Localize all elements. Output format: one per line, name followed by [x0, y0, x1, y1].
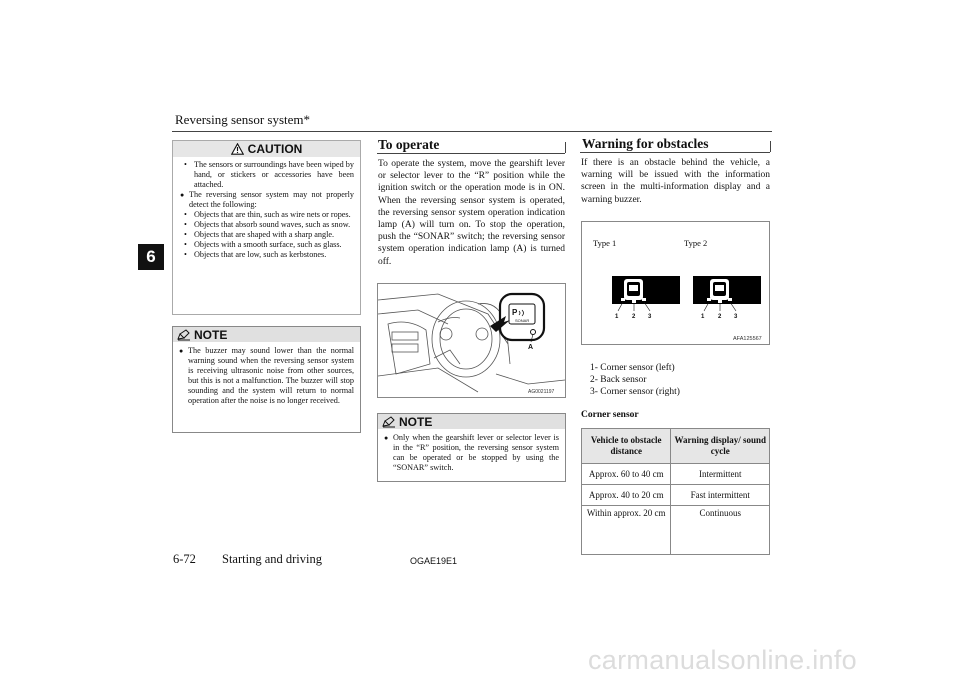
caution-sub-item: • Objects with a smooth surface, such as glass. [184, 240, 342, 249]
legend-item: 1- Corner sensor (left) [590, 363, 675, 373]
legend-item: 3- Corner sensor (right) [590, 387, 680, 398]
type2-label: Type 2 [684, 238, 708, 248]
dashboard-illustration [378, 284, 565, 397]
column-header: Warning display/ sound cycle [671, 429, 770, 464]
note-header [378, 414, 565, 429]
figure-code: AFA125567 [733, 336, 762, 342]
display-illustration [582, 222, 769, 344]
table-cell: Intermittent [671, 464, 770, 485]
section-heading-warning: Warning for obstacles [582, 136, 709, 151]
heading-rule [565, 142, 566, 153]
note-box [172, 326, 361, 433]
pencil-note-icon [382, 416, 396, 428]
heading-rule [377, 153, 565, 154]
warning-text: If there is an obstacle behind the vehicle, a warning will be issued with the information screen in the multi-information display and a warning buzzer. [581, 158, 770, 205]
sonar-switch-label: SONAR [515, 318, 530, 323]
table-cell: Approx. 40 to 20 cm [582, 485, 671, 506]
table-cell: Approx. 60 to 40 cm [582, 464, 671, 485]
table-row [582, 464, 770, 485]
dashboard-figure [377, 283, 566, 398]
callout-3: 3 [648, 314, 652, 320]
figure-code: AG0021197 [528, 389, 555, 395]
svg-text:P: P [512, 308, 518, 317]
section-heading-to-operate: To operate [378, 137, 440, 152]
corner-sensor-table [581, 428, 770, 555]
note-item: ● Only when the gearshift lever or selector lever is in the “R” position, the reversing sensor system can be operated or be stopped by using the “SONAR” switch. [384, 433, 559, 472]
note-label: NOTE [194, 327, 228, 342]
type1-label: Type 1 [593, 238, 617, 248]
header-rule [172, 131, 772, 132]
column-header: Vehicle to obstacle distance [582, 429, 671, 464]
page-number: 6-72 [173, 552, 196, 566]
caution-header [173, 141, 360, 157]
table-cell: Fast intermittent [671, 485, 770, 506]
type2-display [693, 276, 761, 304]
caution-item: ● The reversing sensor system may not properly detect the following: [180, 190, 354, 209]
display-figure [581, 221, 770, 345]
to-operate-text: To operate the system, move the gearshift lever or selector lever to the “R” position while the ignition switch or the operation mode is in ON. When the reversing sensor system is operated, the reversing sensor system operation indication lamp (A) will turn on. To stop the operation, push the “SONAR” switch; the reversing sensor system operation indication lamp (A) is turned off. [378, 159, 565, 267]
callout-1: 1 [615, 314, 619, 320]
callout-2: 2 [718, 314, 722, 320]
note-label: NOTE [399, 414, 433, 429]
heading-rule [580, 152, 770, 153]
callout-3: 3 [734, 314, 738, 320]
page-header-title: Reversing sensor system* [175, 112, 311, 127]
note-item: ● The buzzer may sound lower than the normal warning sound when the reversing sensor system is receiving ultrasonic noise from other sources, but this is not a malfunction. The buzzer will stop sounding and the system will return to normal operation after the noise is no longer received. [179, 346, 354, 405]
caution-sub-item: • Objects that are low, such as kerbstones. [184, 250, 327, 259]
sensor-legend [590, 362, 680, 399]
watermark: carmanualsonline.info [588, 645, 857, 675]
caution-item: • The sensors or surroundings have been wiped by hand, or stickers or accessories have been attached. [184, 160, 354, 189]
note-header [173, 327, 360, 342]
caution-sub-item: • Objects that absorb sound waves, such as snow. [184, 220, 351, 229]
caution-box [172, 140, 361, 315]
table-cell: Within approx. 20 cm [582, 506, 671, 555]
footer-code: OGAE19E1 [410, 556, 458, 566]
callout-2: 2 [632, 314, 636, 320]
callout-1: 1 [701, 314, 705, 320]
caution-sub-item: • Objects that are shaped with a sharp angle. [184, 230, 335, 239]
table-row [582, 506, 770, 555]
heading-rule [770, 141, 771, 152]
corner-sensor-title: Corner sensor [581, 410, 639, 420]
type1-display [612, 276, 680, 304]
sonar-switch [490, 294, 544, 351]
caution-label: CAUTION [247, 142, 303, 156]
caution-sub-item: • Objects that are thin, such as wire nets or ropes. [184, 210, 351, 219]
warning-triangle-icon [231, 143, 244, 155]
table-cell: Continuous [671, 506, 770, 555]
table-header-row [582, 429, 770, 464]
legend-item: 2- Back sensor [590, 375, 647, 386]
pencil-note-icon [177, 329, 191, 341]
footer-section-title: Starting and driving [222, 552, 322, 566]
note-box [377, 413, 566, 482]
figure-callout-a: A [528, 344, 534, 351]
table-row [582, 485, 770, 506]
chapter-tab: 6 [138, 244, 164, 270]
